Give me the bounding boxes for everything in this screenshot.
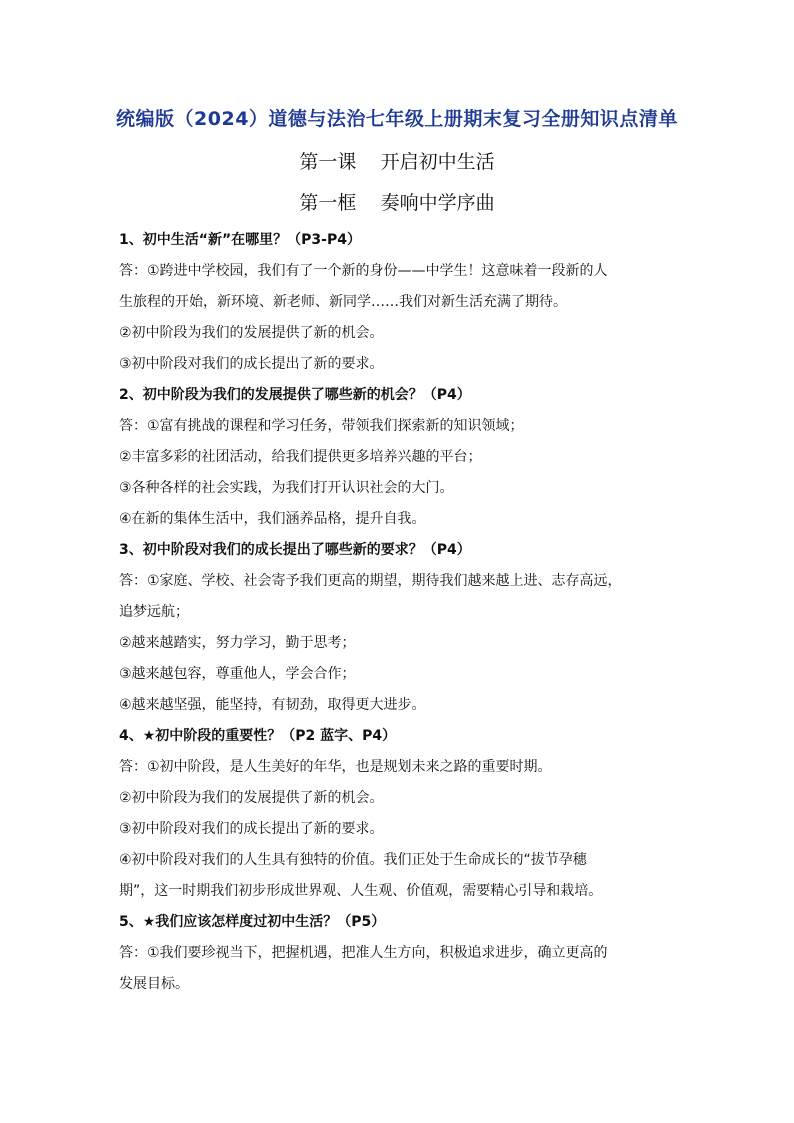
qa-list [119,225,679,1000]
question-5: 5、★我们应该怎样度过初中生活？（P5） [119,914,386,930]
answer-line: 期”，这一时期我们初步形成世界观、人生观、价值观，需要精心引导和栽培。 [119,883,603,899]
answer-line: 答：①家庭、学校、社会寄予我们更高的期望，期待我们越来越上进、志存高远， [119,573,622,589]
answer-line: 答：①跨进中学校园，我们有了一个新的身份——中学生！这意味着一段新的人 [119,263,608,279]
answer-line: ③初中阶段对我们的成长提出了新的要求。 [119,356,384,372]
answer-line: 生旅程的开始，新环境、新老师、新同学……我们对新生活充满了期待。 [119,294,567,310]
answer-line: 答：①初中阶段，是人生美好的年华，也是规划未来之路的重要时期。 [119,759,552,775]
answer-line: 追梦远航； [119,604,189,620]
answer-line: ③越来越包容，尊重他人，学会合作； [119,666,356,682]
answer-line: ②初中阶段为我们的发展提供了新的机会。 [119,325,384,341]
answer-line: ③各种各样的社会实践，为我们打开认识社会的大门。 [119,480,454,496]
section-title: 第一框 奏响中学序曲 [299,192,495,214]
question-3: 3、初中阶段对我们的成长提出了哪些新的要求？（P4） [119,542,471,558]
answer-line: ③初中阶段对我们的成长提出了新的要求。 [119,821,384,837]
answer-line: 答：①富有挑战的课程和学习任务，带领我们探索新的知识领域； [119,418,524,434]
question-2: 2、初中阶段为我们的发展提供了哪些新的机会？（P4） [119,387,471,403]
question-1: 1、初中生活“新”在哪里？（P3-P4） [119,232,361,248]
answer-line: 发展目标。 [119,976,189,992]
question-4: 4、★初中阶段的重要性？（P2 蓝字、P4） [119,728,397,744]
answer-line: ④越来越坚强，能坚持，有韧劲，取得更大进步。 [119,697,426,713]
answer-line: 答：①我们要珍视当下，把握机遇，把准人生方向，积极追求进步，确立更高的 [119,945,608,961]
answer-line: ②越来越踏实，努力学习，勤于思考； [119,635,356,651]
lesson-title: 第一课 开启初中生活 [299,151,495,173]
answer-line: ④初中阶段对我们的人生具有独特的价值。我们正处于生命成长的“拔节孕穗 [119,852,587,868]
answer-line: ②丰富多彩的社团活动，给我们提供更多培养兴趣的平台； [119,449,482,465]
document-title: 统编版（2024）道德与法治七年级上册期末复习全册知识点清单 [116,108,678,130]
answer-line: ②初中阶段为我们的发展提供了新的机会。 [119,790,384,806]
answer-line: ④在新的集体生活中，我们涵养品格，提升自我。 [119,511,426,527]
